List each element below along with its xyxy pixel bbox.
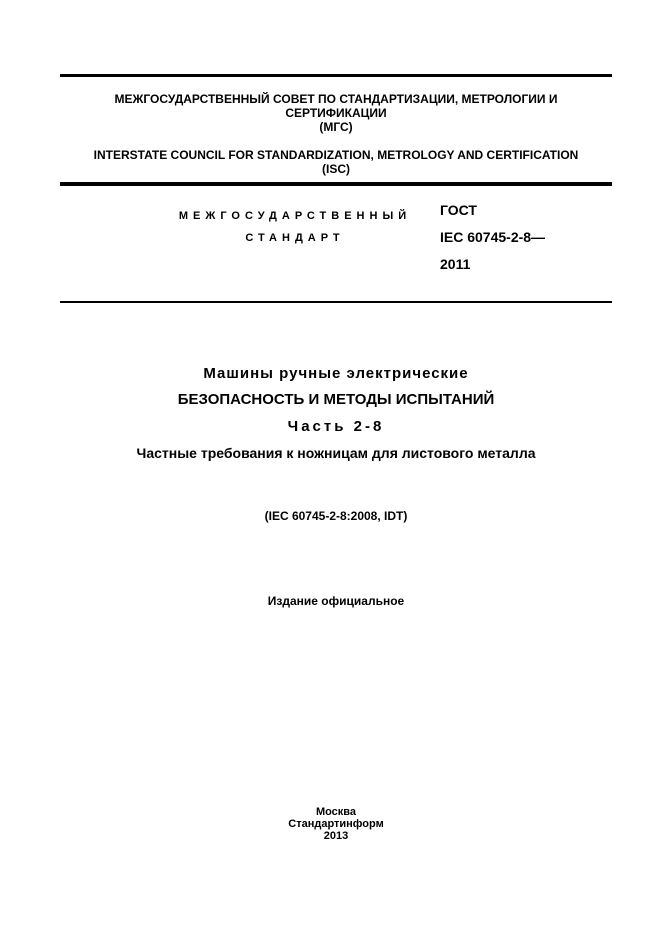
standard-label-line2: СТАНДАРТ: [245, 232, 345, 244]
edition-label: Издание официальное: [267, 594, 405, 608]
publisher-year: 2013: [323, 830, 349, 842]
publisher-block: [60, 806, 612, 842]
gost-designation-line2: IEC 60745-2-8—: [440, 229, 546, 245]
document-subtitle: БЕЗОПАСНОСТЬ И МЕТОДЫ ИСПЫТАНИЙ: [177, 391, 495, 408]
standard-label-line1: МЕЖГОСУДАРСТВЕННЫЙ: [178, 210, 412, 222]
council-name-english: [60, 148, 612, 176]
gost-designation-line1: ГОСТ: [440, 202, 477, 218]
document-title: Машины ручные электрические: [203, 365, 469, 382]
publisher-city: Москва: [315, 806, 357, 818]
middle-rule: [60, 182, 612, 186]
top-rule: [60, 74, 612, 77]
gost-designation-line3: 2011: [440, 256, 471, 272]
council-ru-line2: СЕРТИФИКАЦИИ: [285, 106, 387, 120]
publisher-name: Стандартинформ: [288, 818, 384, 830]
council-ru-line1: МЕЖГОСУДАРСТВЕННЫЙ СОВЕТ ПО СТАНДАРТИЗАЦИИ, МЕТРОЛОГИИ И: [114, 92, 558, 106]
document-part: Часть 2-8: [287, 418, 385, 435]
iec-reference: (IEC 60745-2-8:2008, IDT): [264, 509, 408, 523]
council-en-abbr: (ISC): [322, 162, 350, 176]
bottom-rule: [60, 301, 612, 303]
council-name-russian: [60, 92, 612, 134]
document-specific-requirements: Частные требования к ножницам для листового металла: [136, 445, 536, 461]
council-ru-abbr: (МГС): [319, 120, 353, 134]
council-en-line1: INTERSTATE COUNCIL FOR STANDARDIZATION, METROLOGY AND CERTIFICATION: [93, 148, 579, 162]
